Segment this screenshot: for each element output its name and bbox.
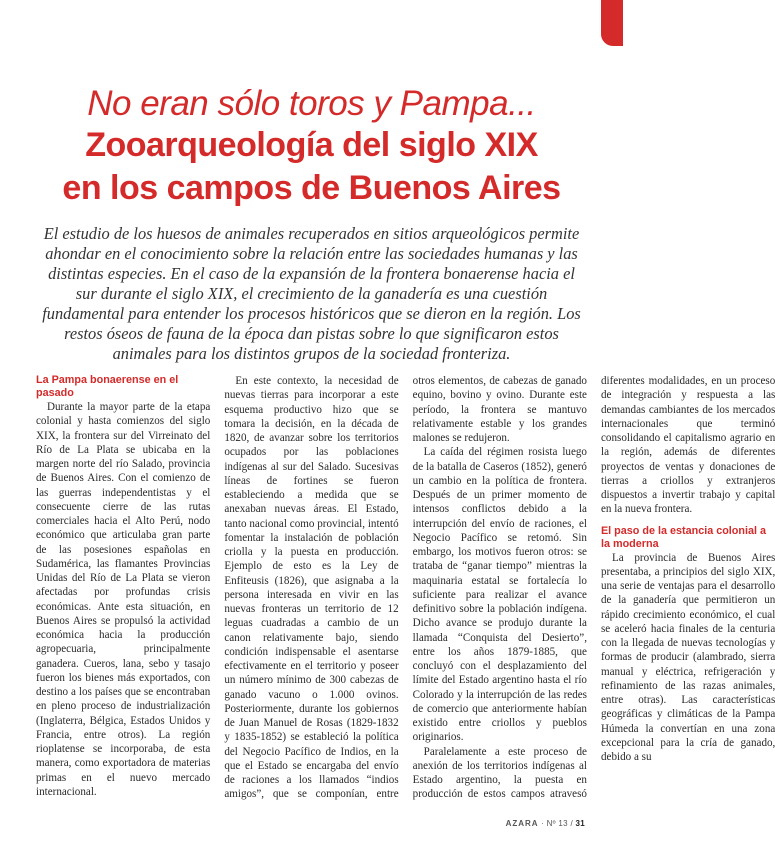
body-columns bbox=[36, 374, 775, 814]
article-kicker: No eran sólo toros y Pampa... bbox=[87, 84, 536, 123]
article-title-line-2: en los campos de Buenos Aires bbox=[62, 169, 561, 207]
body-paragraph: La caída del régimen rosista luego de la batalla de Caseros (1852), generó un cambio en la política de frontera. Después de un primer momento de intensos conflictos debido a la interrupción del envío de raciones, el Negocio Pacífico se retomó. Sin embargo, los motivos fueron otros: se trataba de “ganar tiempo” mientras la maquinaria estatal se fortalecía lo suficiente para realizar el avance definitivo sobre la población indígena. Dicho avance se produjo durante la llamada “Conquista del Desierto”, entre los años 1879-1885, que concluyó con el desplazamiento del límite del Estado argentino hasta el río Colorado y la interrupción de las redes de comercio que anteriormente habían existido entre criollos y pueblos originarios. bbox=[412, 446, 587, 744]
body-paragraph: Paralelamente a este proceso de anexión de los territorios indígenas al Estado argentino, la puesta en producción de estos campos atravesó diferentes modalidades, en un proceso de integración y respuesta a las demandas cambiantes de los mercados internacionales que terminó consolidando el capitalismo agrario en la región, además de diferentes proyectos de ventas y donaciones de tierras a criollos y extranjeros dispuestos a invertir trabajo y capital en la nueva frontera. bbox=[412, 375, 775, 801]
issue-number: · Nº 13 / bbox=[541, 819, 573, 828]
magazine-name: AZARA bbox=[505, 819, 539, 828]
title-block bbox=[0, 84, 623, 210]
lead-paragraph bbox=[36, 224, 587, 364]
section-heading-pampa: La Pampa bonaerense en el pasado bbox=[36, 374, 179, 399]
page-number: 31 bbox=[575, 819, 585, 828]
article-title-line-1: Zooarqueología del siglo XIX bbox=[85, 126, 538, 164]
section-heading-estancia: El paso de la estancia colonial a la moderna bbox=[600, 524, 767, 550]
body-paragraph: Durante la mayor parte de la etapa colonial y hasta comienzos del siglo XIX, la frontera sur del Virreinato del Río de La Plata se ubicaba en la margen norte del río Salado, provincia de Buenos Aires. Con el comienzo de las guerras independentistas y el consecuente cierre de las rutas comerciales hacia el Alto Perú, nodo económico que articulaba gran parte de las posesiones españolas en Sudamérica, las flamantes Provincias Unidas del Río de La Plata se vieron afectadas por profundas crisis económicas. Ante esta situación, en Buenos Aires se propulsó la actividad económica hacia la producción agropecuaria, principalmente ganadera. Cueros, lana, sebo y tasajo fueron los bienes más exportados, con destino a los países que se encontraban en pleno proceso de industrialización (Inglaterra, Bélgica, Estados Unidos y Francia, entre otros). La región rioplatense se incorporaba, de esta manera, como exportadora de materias primas en el nuevo mercado internacional. bbox=[36, 401, 211, 798]
body-paragraph: La provincia de Buenos Aires presentaba, a principios del siglo XIX, una serie de ventajas para el desarrollo de la ganadería que permitieron un rápido crecimiento económico, el cual se aceleró hacia finales de la centuria con la llegada de nuevas tecnologías y formas de producir (alambrado, sierra manual y eléctrica, refrigeración y refinamiento de las razas animales, entre otras). Las características geográficas y climáticas de la Pampa Húmeda la convertían en una zona excepcional para la cría de ganado, debido a su bbox=[600, 551, 775, 763]
body-paragraph: En este contexto, la necesidad de nuevas tierras para incorporar a este esquema productivo hizo que se tomara la decisión, en la década de 1820, de avanzar sobre los territorios ocupados por las poblaciones indígenas al sur del Salado. Sucesivas líneas de fortines se fueron estableciendo a medida que se anexaban nuevas áreas. El Estado, tanto nacional como provincial, intentó fomentar la instalación de población criolla y la puesta en producción. Ejemplo de esto es la Ley de Enfiteusis (1826), que asignaba a la persona interesada en vivir en las nuevas fronteras un territorio de 12 leguas cuadradas a cambio de un canon relativamente bajo, siendo condición indispensable el asentarse efectivamente en el territorio y poseer un número mínimo de 300 cabezas de ganado vacuno o 1.000 ovinos. Posteriormente, durante los gobiernos de Juan Manuel de Rosas (1829-1832 y 1835-1852) se estableció la política del Negocio Pacífico de Indios, en la que el Estado se encargaba del envío de raciones a los llamados “indios amigos”, que se componían, entre otros elementos, de cabezas de ganado equino, bovino y ovino. Durante este período, la frontera se mantuvo relativamente estable y los grandes malones se redujeron. bbox=[224, 375, 587, 801]
page-footer bbox=[506, 819, 585, 828]
lead-text: El estudio de los huesos de animales recuperados en sitios arqueológicos permite ahondar en el conocimiento sobre la relación entre las sociedades humanas y las distintas especies. En el caso de la expansión de la frontera bonaerense hacia el sur durante el siglo XIX, el crecimiento de la ganadería es una cuestión fundamental para entender los procesos históricos que se dieron en la región. Los restos óseos de fauna de la época dan pistas sobre lo que significaron estos animales para los distintos grupos de la sociedad fronteriza. bbox=[42, 224, 581, 363]
section-tab bbox=[601, 0, 623, 46]
